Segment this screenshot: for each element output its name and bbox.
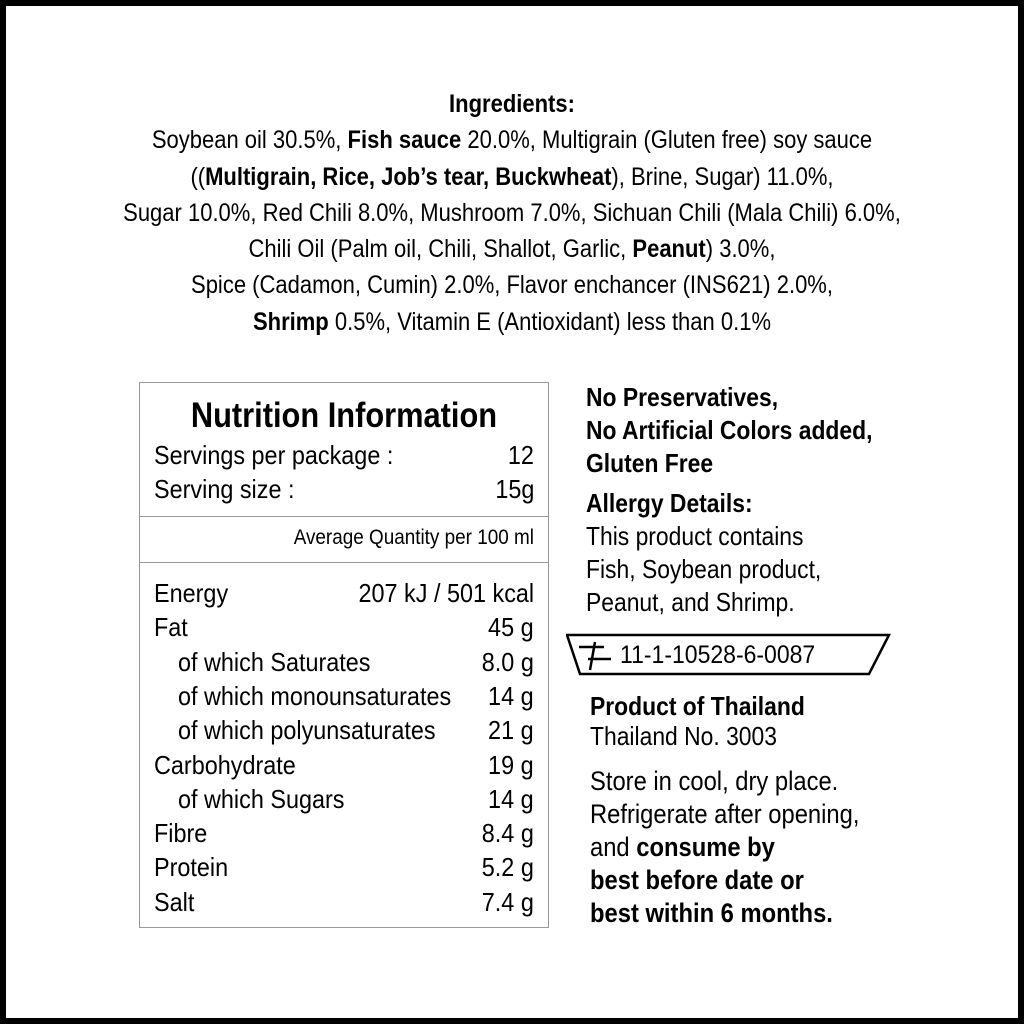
thai-fda-icon: [579, 642, 611, 670]
nutrition-row: [154, 850, 534, 884]
servings-label: Servings per package :: [154, 440, 394, 470]
ingredients-section: [61, 86, 962, 340]
text: Store in cool, dry place.: [590, 766, 839, 796]
text: ) 3.0%,: [705, 235, 776, 264]
storage-section: [590, 765, 1010, 930]
nutrition-row: [154, 679, 534, 713]
nutrition-row: [154, 816, 534, 850]
allergy-section: [586, 487, 1006, 619]
servings-row: [154, 438, 534, 472]
nutrition-row: [154, 782, 534, 816]
text: Soybean oil 30.5%,: [151, 126, 348, 155]
nutrient-value: 14 g: [488, 783, 534, 814]
bold-text: consume by: [636, 832, 775, 862]
bold-text: best within 6 months.: [590, 898, 833, 928]
nutrition-title: Nutrition Information: [190, 396, 498, 435]
text: Sugar 10.0%, Red Chili 8.0%, Mushroom 7.0%, Sichuan Chili (Mala Chili) 6.0%,: [123, 198, 901, 227]
nutrient-value: 8.4 g: [481, 818, 534, 849]
nutrient-label: of which Saturates: [178, 646, 371, 677]
nutrition-row: [154, 610, 534, 644]
registration-number: 11-1-10528-6-0087: [620, 641, 816, 669]
serving-size-label: Serving size :: [154, 474, 295, 504]
text: ), Brine, Sugar) 11.0%,: [611, 162, 834, 191]
nutrition-row: [154, 748, 534, 782]
nutrient-value: 21 g: [488, 715, 534, 746]
nutrient-value: 7.4 g: [481, 886, 534, 917]
ingredients-line: [61, 122, 962, 158]
origin-section: [590, 691, 1010, 751]
serving-size-row: [154, 472, 534, 506]
ingredients-line: [61, 231, 962, 267]
allergy-line: Peanut, and Shrimp.: [586, 587, 795, 617]
nutrient-label: Carbohydrate: [154, 749, 296, 780]
nutrient-label: Fat: [154, 612, 188, 643]
nutrient-value: 5.2 g: [481, 852, 534, 883]
storage-line: [590, 798, 960, 831]
allergy-line: This product contains: [586, 521, 804, 551]
nutrition-row: [154, 885, 534, 919]
bold-text: Shrimp: [252, 307, 329, 336]
storage-line: [590, 864, 960, 897]
nutrient-value: 207 kJ / 501 kcal: [358, 578, 534, 608]
ingredients-line: [61, 195, 962, 231]
storage-line: [590, 897, 960, 930]
nutrition-row: [154, 713, 534, 747]
nutrient-value: 14 g: [488, 680, 534, 711]
ingredients-text: [61, 122, 962, 340]
text: Chili Oil (Palm oil, Chili, Shallot, Garlic,: [248, 235, 633, 264]
allergy-title: Allergy Details:: [586, 488, 753, 518]
claim-no-colors: No Artificial Colors added,: [586, 415, 873, 445]
text: Spice (Cadamon, Cumin) 2.0%, Flavor enchancer (INS621) 2.0%,: [191, 271, 833, 300]
nutrient-value: 45 g: [488, 612, 534, 643]
claim-no-preservatives: No Preservatives,: [586, 382, 779, 412]
claims: [586, 381, 1006, 480]
text: ((: [190, 162, 206, 191]
ingredients-line: [61, 304, 962, 340]
text: Refrigerate after opening,: [590, 799, 860, 829]
nutrition-header: [140, 383, 548, 517]
nutrient-label: Protein: [154, 852, 229, 883]
bold-text: best before date or: [590, 865, 804, 895]
ingredients-line: [61, 159, 962, 195]
text: 0.5%, Vitamin E (Antioxidant) less than 0.1%: [328, 307, 772, 336]
average-quantity-label: Average Quantity per 100 ml: [293, 526, 534, 549]
nutrition-table: [139, 382, 549, 928]
nutrient-label: Fibre: [154, 818, 208, 849]
claim-gluten-free: Gluten Free: [586, 448, 714, 478]
nutrient-label: of which Sugars: [178, 783, 345, 814]
nutrient-label: Salt: [154, 886, 195, 917]
nutrition-row: [154, 645, 534, 679]
servings-value: 12: [507, 440, 534, 470]
ingredients-line: [61, 267, 962, 303]
allergy-line: Fish, Soybean product,: [586, 554, 822, 584]
storage-line: [590, 831, 960, 864]
bold-text: Multigrain, Rice, Job’s tear, Buckwheat: [205, 162, 612, 191]
nutrient-value: 19 g: [488, 749, 534, 780]
ingredients-title: Ingredients:: [449, 90, 575, 118]
serving-size-value: 15g: [494, 474, 534, 504]
storage-line: [590, 765, 960, 798]
origin-number: Thailand No. 3003: [590, 721, 777, 751]
text: 20.0%, Multigrain (Gluten free) soy sauce: [461, 126, 873, 155]
bold-text: Fish sauce: [347, 126, 462, 155]
nutrient-label: Energy: [154, 578, 229, 608]
nutrient-value: 8.0 g: [481, 646, 534, 677]
text: and: [590, 832, 637, 862]
origin-title: Product of Thailand: [590, 691, 805, 721]
nutrient-label: of which polyunsaturates: [178, 715, 436, 746]
bold-text: Peanut: [632, 235, 706, 264]
nutrient-label: of which monounsaturates: [178, 680, 452, 711]
nutrition-row: [154, 576, 534, 610]
